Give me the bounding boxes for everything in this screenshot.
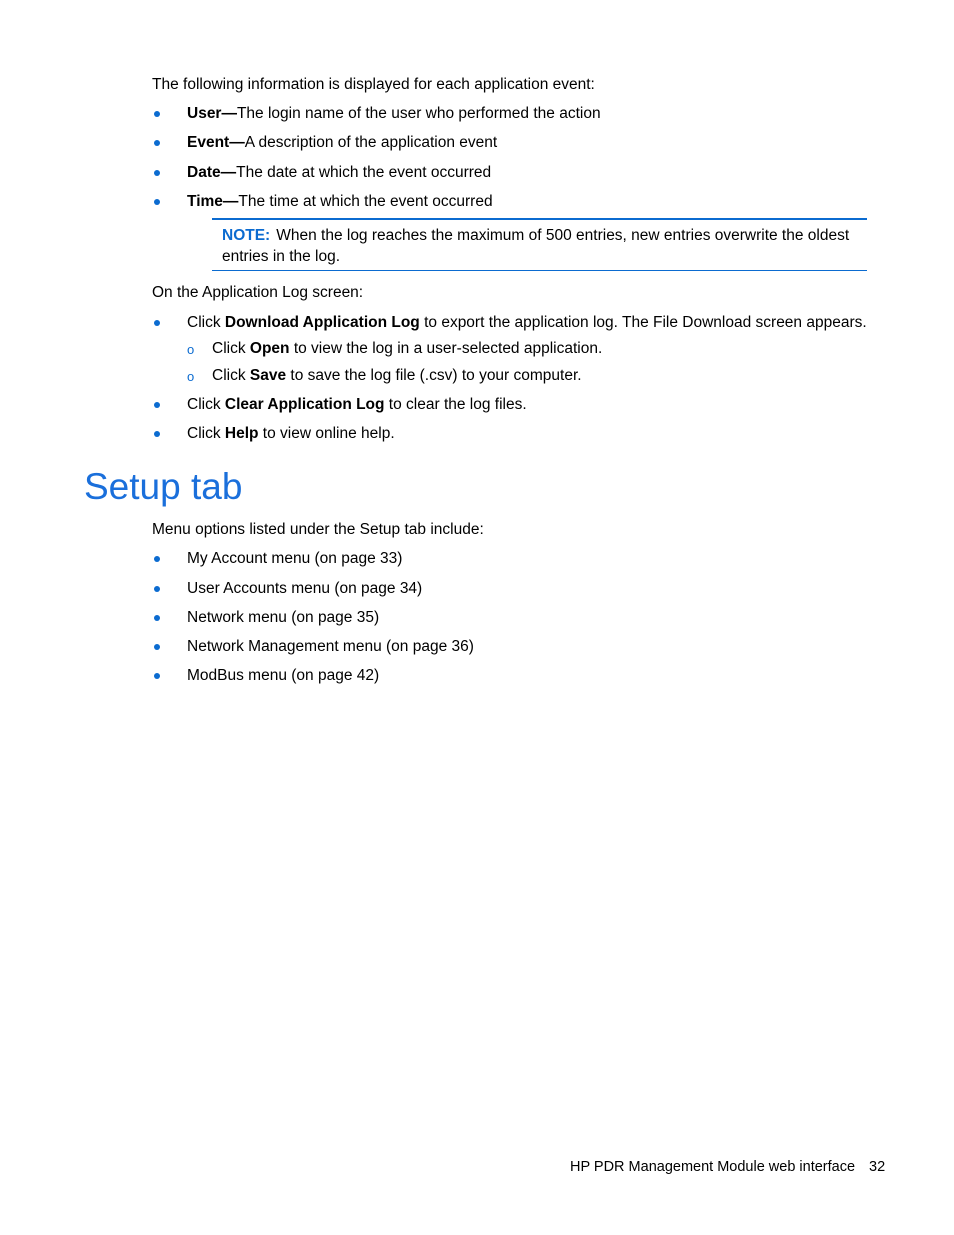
open-label: Open [249, 340, 290, 357]
bullet-icon [154, 140, 160, 146]
list-item [187, 193, 493, 211]
field-term: User [187, 105, 222, 122]
list-item [187, 314, 867, 332]
item-text: to view online help. [258, 425, 395, 442]
save-label: Save [249, 367, 287, 384]
clear-log-label: Clear Application Log [224, 396, 385, 413]
sub-bullet-icon: o [187, 342, 195, 357]
item-text: to export the application log. The File Download screen appears. [419, 314, 867, 331]
field-sep: — [229, 134, 245, 151]
app-log-intro: On the Application Log screen: [152, 284, 364, 301]
item-text: to save the log file (.csv) to your computer. [286, 367, 582, 384]
field-term: Time [187, 193, 223, 210]
download-log-label: Download Application Log [224, 314, 420, 331]
setup-intro: Menu options listed under the Setup tab include: [152, 521, 484, 538]
bullet-icon [154, 556, 160, 562]
field-desc: The login name of the user who performed the action [236, 105, 601, 122]
field-desc: The date at which the event occurred [236, 164, 492, 181]
item-text: to clear the log files. [384, 396, 527, 413]
setup-link-network-management[interactable]: Network Management menu (on page 36) [187, 638, 474, 655]
bullet-icon [154, 199, 160, 205]
sub-bullet-icon: o [187, 369, 195, 384]
bullet-icon [154, 402, 160, 408]
item-text: to view the log in a user-selected application. [289, 340, 603, 357]
field-sep: — [221, 105, 237, 122]
item-text: Click [187, 314, 225, 331]
list-item [187, 105, 601, 123]
bullet-icon [154, 615, 160, 621]
setup-link-user-accounts[interactable]: User Accounts menu (on page 34) [187, 580, 423, 597]
bullet-icon [154, 320, 160, 326]
item-text: Click [187, 425, 225, 442]
intro-paragraph: The following information is displayed for each application event: [152, 76, 595, 93]
list-item [187, 134, 497, 152]
sub-list-item [212, 340, 602, 358]
item-text: Click [212, 367, 250, 384]
field-desc: A description of the application event [244, 134, 498, 151]
note-body: When the log reaches the maximum of 500 entries, new entries overwrite the oldest entries in the log. [222, 227, 850, 265]
list-item [187, 425, 395, 443]
note-text [222, 225, 852, 267]
footer-title: HP PDR Management Module web interface [570, 1159, 856, 1175]
setup-link-modbus[interactable]: ModBus menu (on page 42) [187, 667, 380, 684]
item-text: Click [212, 340, 250, 357]
field-sep: — [222, 193, 239, 210]
page-number: 32 [869, 1159, 886, 1175]
bullet-icon [154, 673, 160, 679]
list-item [187, 396, 527, 414]
bullet-icon [154, 111, 160, 117]
bullet-icon [154, 431, 160, 437]
help-label: Help [224, 425, 259, 442]
field-term: Date [187, 164, 221, 181]
list-item [187, 164, 491, 182]
sub-list-item [212, 367, 582, 385]
note-box [212, 218, 867, 271]
bullet-icon [154, 644, 160, 650]
setup-link-network[interactable]: Network menu (on page 35) [187, 609, 380, 626]
item-text: Click [187, 396, 225, 413]
field-sep: — [220, 164, 237, 181]
section-heading: Setup tab [84, 466, 243, 507]
bullet-icon [154, 586, 160, 592]
page-footer [570, 1159, 885, 1175]
bullet-icon [154, 170, 160, 176]
note-label: NOTE: [222, 227, 271, 244]
setup-link-my-account[interactable]: My Account menu (on page 33) [187, 550, 403, 567]
field-term: Event [187, 134, 230, 151]
field-desc: The time at which the event occurred [238, 193, 493, 210]
